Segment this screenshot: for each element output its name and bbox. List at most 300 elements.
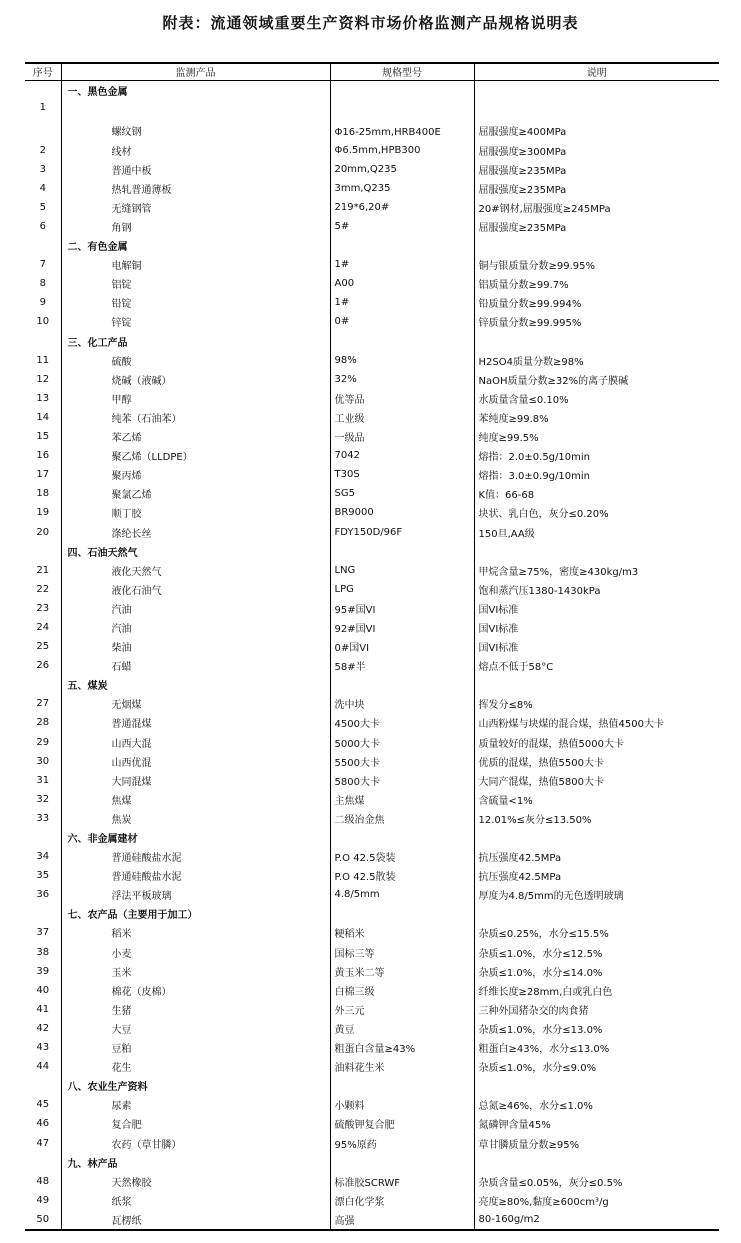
category-label: 二、有色金属 <box>61 236 330 255</box>
category-serial-cell <box>25 1076 61 1095</box>
category-row <box>25 80 719 100</box>
serial-number: 26 <box>36 660 50 672</box>
table-row <box>25 198 719 217</box>
spec-model: 1# <box>330 255 474 274</box>
table-row <box>25 293 719 312</box>
category-label: 六、非金属建材 <box>61 828 330 847</box>
product-name: 纸浆 <box>61 1191 330 1210</box>
category-serial-cell <box>25 542 61 561</box>
product-name: 普通中板 <box>61 160 330 179</box>
description: 含硫量<1% <box>474 790 719 809</box>
spec-model: 4.8/5mm <box>330 885 474 904</box>
serial-number: 44 <box>36 1061 50 1073</box>
category-row <box>25 1153 719 1172</box>
table-row <box>25 752 719 771</box>
category-label: 七、农产品（主要用于加工） <box>61 904 330 923</box>
description: 厚度为4.8/5mm的无色透明玻璃 <box>474 885 719 904</box>
table-body <box>25 80 719 1230</box>
product-name: 稻米 <box>61 923 330 942</box>
spec-model: 国标三等 <box>330 943 474 962</box>
serial-number: 47 <box>36 1137 50 1149</box>
product-name: 大豆 <box>61 1019 330 1038</box>
table-row <box>25 809 719 828</box>
spec-model: 粗蛋白含量≥43% <box>330 1038 474 1057</box>
table-row <box>25 847 719 866</box>
product-name: 大同混煤 <box>61 771 330 790</box>
description: 质量较好的混煤，热值5000大卡 <box>474 733 719 752</box>
table-row <box>25 981 719 1000</box>
spec-model: 5500大卡 <box>330 752 474 771</box>
table-row <box>25 484 719 503</box>
table-row <box>25 446 719 465</box>
serial-number: 17 <box>36 469 50 481</box>
serial-number: 7 <box>39 259 46 271</box>
description: 抗压强度42.5MPa <box>474 847 719 866</box>
spec-model: 0#国VI <box>330 637 474 656</box>
product-name: 热轧普通薄板 <box>61 179 330 198</box>
category-row <box>25 1076 719 1095</box>
product-name: 浮法平板玻璃 <box>61 885 330 904</box>
spec-model: 优等品 <box>330 389 474 408</box>
description: 三种外国猪杂交的肉食猪 <box>474 1000 719 1019</box>
description: H2SO4质量分数≥98% <box>474 351 719 370</box>
table-row <box>25 179 719 198</box>
serial-number: 46 <box>36 1118 50 1130</box>
spec-model: SG5 <box>330 484 474 503</box>
serial-number: 28 <box>36 717 50 729</box>
category-spec-cell <box>330 828 474 847</box>
table-row <box>25 255 719 274</box>
description: 国VI标准 <box>474 637 719 656</box>
description: 块状、乳白色，灰分≤0.20% <box>474 503 719 522</box>
category-row <box>25 904 719 923</box>
spec-model: 外三元 <box>330 1000 474 1019</box>
category-serial-cell <box>25 675 61 694</box>
description: 铅质量分数≥99.994% <box>474 293 719 312</box>
serial-number: 10 <box>36 316 50 328</box>
header-product: 监测产品 <box>61 63 330 80</box>
serial-number: 24 <box>36 621 50 633</box>
description: 杂质≤1.0%，水分≤12.5% <box>474 943 719 962</box>
product-name: 山西大混 <box>61 733 330 752</box>
product-name: 棉花（皮棉） <box>61 981 330 1000</box>
serial-number: 43 <box>36 1042 50 1054</box>
spec-model: Φ16-25mm,HRB400E <box>330 100 474 141</box>
table-row <box>25 694 719 713</box>
product-name: 生猪 <box>61 1000 330 1019</box>
table-row <box>25 943 719 962</box>
serial-number: 1 <box>39 101 46 113</box>
serial-number: 35 <box>36 870 50 882</box>
table-row <box>25 618 719 637</box>
table-row <box>25 427 719 446</box>
product-name: 尿素 <box>61 1095 330 1114</box>
table-row <box>25 465 719 484</box>
serial-number: 14 <box>36 411 50 423</box>
description: 杂质≤1.0%，水分≤13.0% <box>474 1019 719 1038</box>
category-serial-cell <box>25 80 61 100</box>
spec-model: 219*6,20# <box>330 198 474 217</box>
serial-number: 40 <box>36 984 50 996</box>
spec-model: 一级品 <box>330 427 474 446</box>
description: 铜与银质量分数≥99.95% <box>474 255 719 274</box>
spec-model: 标准胶SCRWF <box>330 1172 474 1191</box>
table-header-row <box>25 63 719 80</box>
category-label: 五、煤炭 <box>61 675 330 694</box>
product-name: 涤纶长丝 <box>61 522 330 541</box>
description: 屈服强度≥235MPa <box>474 217 719 236</box>
description: 优质的混煤，热值5500大卡 <box>474 752 719 771</box>
spec-model: 洗中块 <box>330 694 474 713</box>
table-row <box>25 160 719 179</box>
category-desc-cell <box>474 236 719 255</box>
spec-model: 5800大卡 <box>330 771 474 790</box>
table-row <box>25 733 719 752</box>
description: 杂质≤1.0%，水分≤9.0% <box>474 1057 719 1076</box>
table-row <box>25 771 719 790</box>
spec-model: 油料花生米 <box>330 1057 474 1076</box>
product-name: 玉米 <box>61 962 330 981</box>
serial-number: 41 <box>36 1003 50 1015</box>
category-desc-cell <box>474 332 719 351</box>
serial-number: 27 <box>36 698 50 710</box>
description: 挥发分≤8% <box>474 694 719 713</box>
table-row <box>25 637 719 656</box>
category-label: 一、黑色金属 <box>61 80 330 100</box>
product-name: 聚丙烯 <box>61 465 330 484</box>
spec-model: 0# <box>330 312 474 331</box>
spec-model: LPG <box>330 580 474 599</box>
spec-model: 3mm,Q235 <box>330 179 474 198</box>
description: 12.01%≤灰分≤13.50% <box>474 809 719 828</box>
description: 国VI标准 <box>474 618 719 637</box>
product-name: 普通硅酸盐水泥 <box>61 847 330 866</box>
spec-table <box>25 62 719 1231</box>
spec-model: 二级冶金焦 <box>330 809 474 828</box>
description: 粗蛋白≥43%，水分≤13.0% <box>474 1038 719 1057</box>
table-row <box>25 580 719 599</box>
description: 锌质量分数≥99.995% <box>474 312 719 331</box>
table-row <box>25 713 719 732</box>
table-row <box>25 1095 719 1114</box>
category-desc-cell <box>474 80 719 100</box>
description: 总氮≥46%，水分≤1.0% <box>474 1095 719 1114</box>
category-serial-cell <box>25 332 61 351</box>
spec-model: 92#国VI <box>330 618 474 637</box>
product-name: 豆粕 <box>61 1038 330 1057</box>
table-row <box>25 1057 719 1076</box>
category-desc-cell <box>474 1076 719 1095</box>
product-name: 复合肥 <box>61 1114 330 1133</box>
serial-number: 30 <box>36 755 50 767</box>
description: 水质量含量≤0.10% <box>474 389 719 408</box>
serial-number: 9 <box>39 297 46 309</box>
serial-number: 23 <box>36 602 50 614</box>
category-desc-cell <box>474 904 719 923</box>
description: 屈服强度≥300MPa <box>474 141 719 160</box>
description: 杂质≤0.25%，水分≤15.5% <box>474 923 719 942</box>
description: 大同产混煤，热值5800大卡 <box>474 771 719 790</box>
product-name: 焦炭 <box>61 809 330 828</box>
table-row <box>25 599 719 618</box>
serial-number: 49 <box>36 1194 50 1206</box>
category-serial-cell <box>25 904 61 923</box>
header-spec: 规格型号 <box>330 63 474 80</box>
category-serial-cell <box>25 236 61 255</box>
product-name: 普通硅酸盐水泥 <box>61 866 330 885</box>
category-label: 八、农业生产资料 <box>61 1076 330 1095</box>
spec-model: 58#半 <box>330 656 474 675</box>
table-row <box>25 1191 719 1210</box>
serial-number: 2 <box>39 144 46 156</box>
description: 屈服强度≥235MPa <box>474 160 719 179</box>
product-name: 铅锭 <box>61 293 330 312</box>
spec-model: 32% <box>330 370 474 389</box>
table-row <box>25 885 719 904</box>
table-row <box>25 923 719 942</box>
serial-number: 11 <box>36 354 50 366</box>
table-row <box>25 962 719 981</box>
category-desc-cell <box>474 675 719 694</box>
table-row <box>25 274 719 293</box>
product-name: 顺丁胶 <box>61 503 330 522</box>
serial-number: 20 <box>36 526 50 538</box>
description: 国VI标准 <box>474 599 719 618</box>
serial-number: 8 <box>39 278 46 290</box>
spec-model: 高强 <box>330 1210 474 1230</box>
description: 饱和蒸汽压1380-1430kPa <box>474 580 719 599</box>
description: 铝质量分数≥99.7% <box>474 274 719 293</box>
category-label: 九、林产品 <box>61 1153 330 1172</box>
product-name: 柴油 <box>61 637 330 656</box>
product-name: 液化天然气 <box>61 561 330 580</box>
category-spec-cell <box>330 542 474 561</box>
serial-number: 12 <box>36 373 50 385</box>
spec-model: 98% <box>330 351 474 370</box>
table-row <box>25 866 719 885</box>
product-name: 电解铜 <box>61 255 330 274</box>
description: 山西粉煤与块煤的混合煤，热值4500大卡 <box>474 713 719 732</box>
spec-model: 黄玉米二等 <box>330 962 474 981</box>
table-row <box>25 351 719 370</box>
category-row <box>25 236 719 255</box>
category-row <box>25 675 719 694</box>
category-spec-cell <box>330 236 474 255</box>
serial-number: 22 <box>36 583 50 595</box>
description: 苯纯度≥99.8% <box>474 408 719 427</box>
table-row <box>25 1114 719 1133</box>
table-row <box>25 1133 719 1152</box>
description: 甲烷含量≥75%，密度≥430kg/m3 <box>474 561 719 580</box>
spec-model: 硫酸钾复合肥 <box>330 1114 474 1133</box>
serial-number: 29 <box>36 736 50 748</box>
table-row <box>25 312 719 331</box>
spec-model: 黄豆 <box>330 1019 474 1038</box>
serial-number: 13 <box>36 392 50 404</box>
spec-model: 5000大卡 <box>330 733 474 752</box>
table-row <box>25 100 719 141</box>
product-name: 汽油 <box>61 618 330 637</box>
category-desc-cell <box>474 828 719 847</box>
serial-number: 39 <box>36 965 50 977</box>
category-row <box>25 828 719 847</box>
description: 80-160g/m2 <box>474 1210 719 1230</box>
product-name: 瓦楞纸 <box>61 1210 330 1230</box>
product-name: 天然橡胶 <box>61 1172 330 1191</box>
spec-model: LNG <box>330 561 474 580</box>
spec-model: P.O 42.5散装 <box>330 866 474 885</box>
product-name: 石蜡 <box>61 656 330 675</box>
serial-number: 42 <box>36 1022 50 1034</box>
description: 纤维长度≥28mm,白或乳白色 <box>474 981 719 1000</box>
product-name: 锌锭 <box>61 312 330 331</box>
product-name: 烧碱（液碱） <box>61 370 330 389</box>
spec-model: 20mm,Q235 <box>330 160 474 179</box>
product-name: 线材 <box>61 141 330 160</box>
spec-model: 5# <box>330 217 474 236</box>
serial-number: 25 <box>36 641 50 653</box>
serial-number: 45 <box>36 1099 50 1111</box>
product-name: 聚乙烯（LLDPE） <box>61 446 330 465</box>
table-row <box>25 656 719 675</box>
serial-number: 33 <box>36 812 50 824</box>
table-row <box>25 217 719 236</box>
product-name: 无缝钢管 <box>61 198 330 217</box>
serial-number: 36 <box>36 889 50 901</box>
spec-model: 漂白化学浆 <box>330 1191 474 1210</box>
serial-number: 6 <box>39 221 46 233</box>
category-spec-cell <box>330 1153 474 1172</box>
product-name: 无烟煤 <box>61 694 330 713</box>
description: 20#钢材,屈服强度≥245MPa <box>474 198 719 217</box>
serial-number: 15 <box>36 431 50 443</box>
category-label: 四、石油天然气 <box>61 542 330 561</box>
category-serial-cell <box>25 1153 61 1172</box>
category-row <box>25 542 719 561</box>
serial-number: 4 <box>39 182 46 194</box>
product-name: 焦煤 <box>61 790 330 809</box>
serial-number: 38 <box>36 946 50 958</box>
serial-number: 37 <box>36 927 50 939</box>
table-row <box>25 1000 719 1019</box>
table-row <box>25 1038 719 1057</box>
category-serial-cell <box>25 828 61 847</box>
category-spec-cell <box>330 675 474 694</box>
serial-number: 50 <box>25 1210 61 1230</box>
spec-model: T30S <box>330 465 474 484</box>
description: K值：66-68 <box>474 484 719 503</box>
description: 氮磷钾含量45% <box>474 1114 719 1133</box>
description: 熔点不低于58°C <box>474 656 719 675</box>
product-name: 聚氯乙烯 <box>61 484 330 503</box>
description: 杂质≤1.0%，水分≤14.0% <box>474 962 719 981</box>
spec-model: P.O 42.5袋装 <box>330 847 474 866</box>
product-name: 液化石油气 <box>61 580 330 599</box>
spec-model: 主焦煤 <box>330 790 474 809</box>
description: 150旦,AA级 <box>474 522 719 541</box>
spec-model: 7042 <box>330 446 474 465</box>
serial-number: 18 <box>36 488 50 500</box>
serial-number: 5 <box>39 201 46 213</box>
category-spec-cell <box>330 80 474 100</box>
product-name: 花生 <box>61 1057 330 1076</box>
product-name: 小麦 <box>61 943 330 962</box>
table-row <box>25 408 719 427</box>
spec-model: A00 <box>330 274 474 293</box>
description: 亮度≥80%,黏度≥600cm³/g <box>474 1191 719 1210</box>
description: NaOH质量分数≥32%的离子膜碱 <box>474 370 719 389</box>
spec-model: 小颗料 <box>330 1095 474 1114</box>
product-name: 苯乙烯 <box>61 427 330 446</box>
description: 熔指：3.0±0.9g/10min <box>474 465 719 484</box>
category-desc-cell <box>474 542 719 561</box>
category-desc-cell <box>474 1153 719 1172</box>
description: 熔指：2.0±0.5g/10min <box>474 446 719 465</box>
spec-model: 1# <box>330 293 474 312</box>
serial-number: 16 <box>36 450 50 462</box>
product-name: 农药（草甘膦） <box>61 1133 330 1152</box>
table-row <box>25 1210 719 1230</box>
product-name: 螺纹钢 <box>61 100 330 141</box>
description: 屈服强度≥235MPa <box>474 179 719 198</box>
serial-number: 48 <box>36 1175 50 1187</box>
serial-number: 19 <box>36 507 50 519</box>
category-spec-cell <box>330 904 474 923</box>
spec-model: 粳稻米 <box>330 923 474 942</box>
spec-model: 95#国VI <box>330 599 474 618</box>
serial-number: 3 <box>39 163 46 175</box>
table-row <box>25 141 719 160</box>
product-name: 角钢 <box>61 217 330 236</box>
table-row <box>25 1172 719 1191</box>
description: 草甘膦质量分数≥95% <box>474 1133 719 1152</box>
description: 抗压强度42.5MPa <box>474 866 719 885</box>
serial-number: 21 <box>36 564 50 576</box>
spec-model: FDY150D/96F <box>330 522 474 541</box>
product-name: 汽油 <box>61 599 330 618</box>
spec-model: 白棉三级 <box>330 981 474 1000</box>
table-row <box>25 522 719 541</box>
table-row <box>25 389 719 408</box>
serial-number: 34 <box>36 851 50 863</box>
table-row <box>25 1019 719 1038</box>
spec-model: 4500大卡 <box>330 713 474 732</box>
category-row <box>25 332 719 351</box>
product-name: 普通混煤 <box>61 713 330 732</box>
table-row <box>25 790 719 809</box>
category-spec-cell <box>330 1076 474 1095</box>
table-row <box>25 503 719 522</box>
table-row <box>25 370 719 389</box>
serial-number: 31 <box>36 774 50 786</box>
product-name: 甲醇 <box>61 389 330 408</box>
header-description: 说明 <box>474 63 719 80</box>
product-name: 硫酸 <box>61 351 330 370</box>
page-title: 附表：流通领域重要生产资料市场价格监测产品规格说明表 <box>162 14 579 32</box>
product-name: 纯苯（石油苯） <box>61 408 330 427</box>
serial-number: 32 <box>36 793 50 805</box>
product-name: 铝锭 <box>61 274 330 293</box>
category-label: 三、化工产品 <box>61 332 330 351</box>
spec-model: 工业级 <box>330 408 474 427</box>
product-name: 山西优混 <box>61 752 330 771</box>
spec-model: 95%原药 <box>330 1133 474 1152</box>
description: 屈服强度≥400MPa <box>474 100 719 141</box>
spec-model: BR9000 <box>330 503 474 522</box>
header-serial: 序号 <box>25 63 61 80</box>
spec-model: Φ6.5mm,HPB300 <box>330 141 474 160</box>
table-row <box>25 561 719 580</box>
